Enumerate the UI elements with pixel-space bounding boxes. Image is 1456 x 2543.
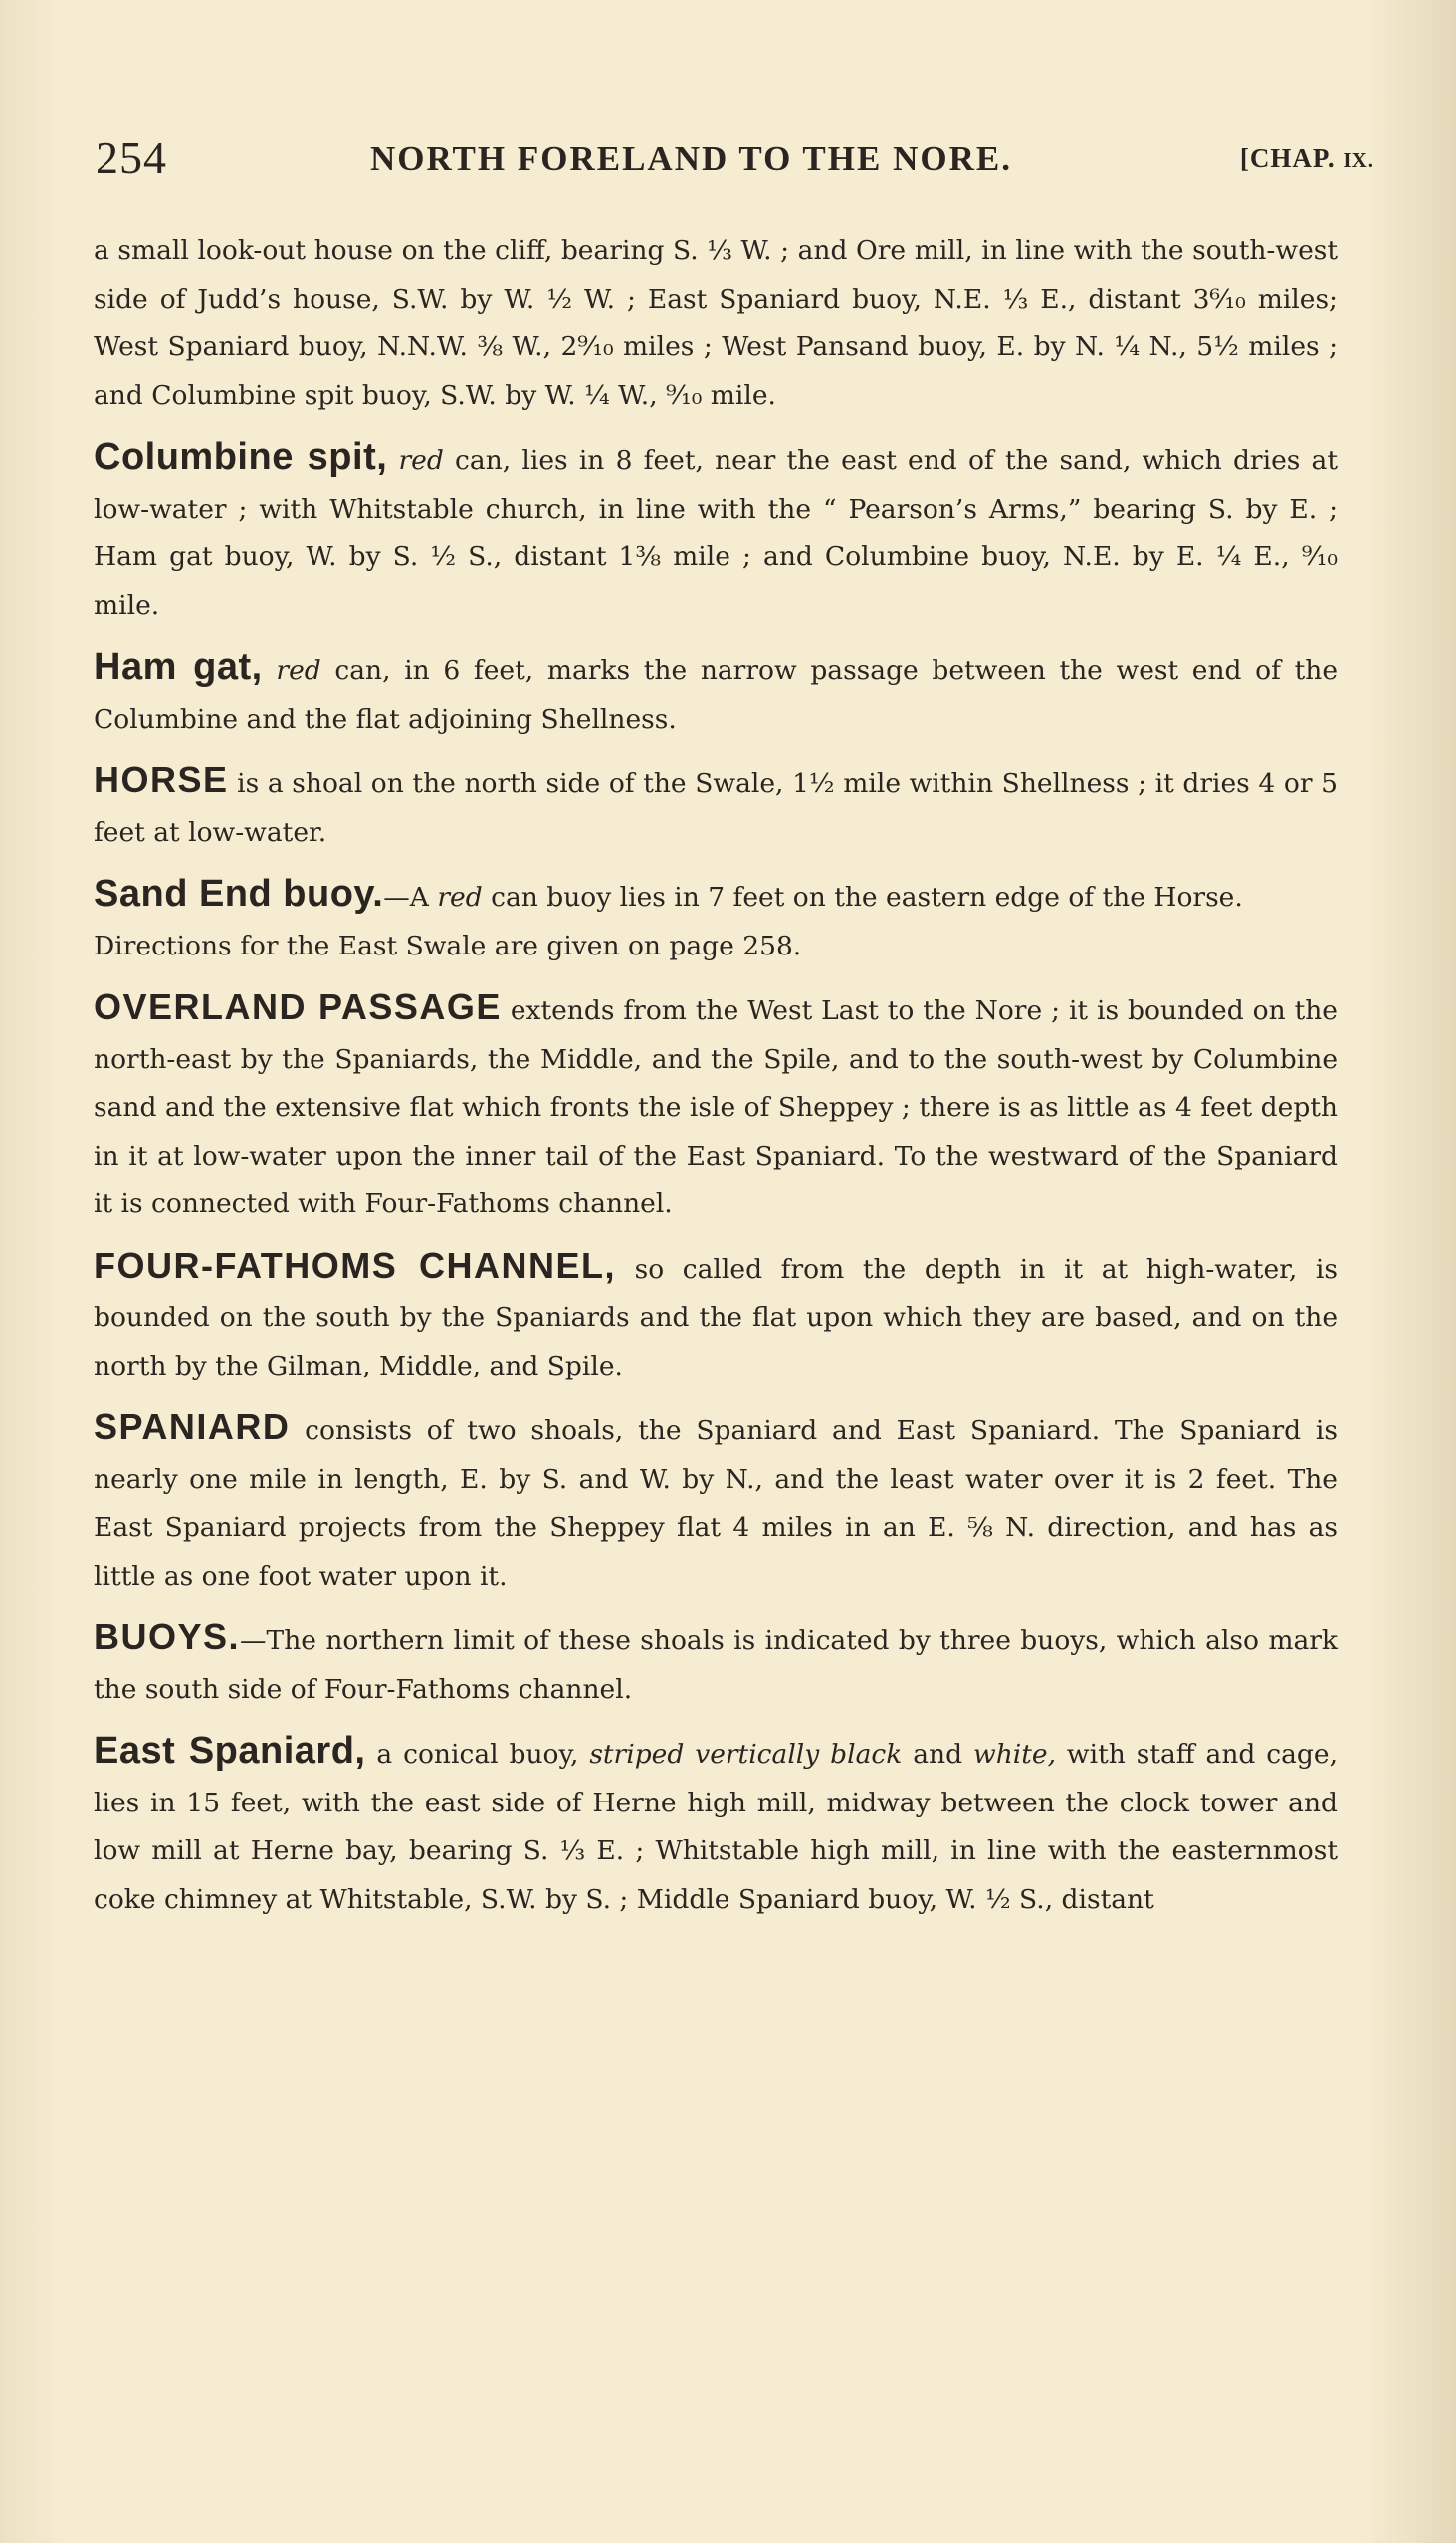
paragraph-horse (94, 756, 1338, 857)
section-heading: OVERLAND PASSAGE (94, 986, 502, 1027)
paragraph-text: Directions for the East Swale are given on page 258. (94, 930, 802, 961)
page-header (96, 131, 1374, 191)
paragraph-text: can, in 6 feet, marks the narrow passage between the west end of the Columbine and the flat adjoining Shellness. (94, 655, 1339, 735)
paragraph-text: so called from the depth in it at high-water, is bounded on the south by the Spaniards and the flat upon which they are based, and on the north by the Gilman, Middle, and Spile. (94, 1253, 1338, 1381)
section-heading: SPANIARD (94, 1406, 291, 1447)
paragraph-east-spaniard (94, 1727, 1338, 1924)
paragraph-text: extends from the West Last to the Nore ; it is bounded on the north-east by the Spaniards, the Middle, and the Spile, and to the south-west by Columbine sand and the extensive flat which fronts the isle of Sheppey ; there is as little as 4 feet depth in it at low-water upon the inner tail of the East Spaniard. To the westward of the Spaniard it is connected with Four-Fathoms channel. (94, 995, 1338, 1219)
running-title: NORTH FORELAND TO THE NORE. (370, 139, 1012, 178)
buoy-color: red (276, 655, 321, 686)
paragraph-spaniard (94, 1403, 1338, 1600)
section-heading: BUOYS. (94, 1616, 241, 1657)
buoy-color: red (437, 882, 483, 913)
chapter-number: IX. (1343, 148, 1374, 172)
paragraph-sand-end (94, 870, 1338, 923)
paragraph-overland-passage (94, 983, 1338, 1229)
chapter-marker (1240, 143, 1374, 174)
paragraph-text: can, lies in 8 feet, near the east end of the sand, which dries at low-water ; with Whitstable church, in line with the “ Pearson’s Arms,” bearing S. by E. ; Ham gat buoy, W. by S. ½ S., distant 1⅜ mile ; and Columbine buoy, N.E. by E. ¼ E., ⁹⁄₁₀ mile. (94, 445, 1339, 621)
paragraph-lead: a conical buoy, (365, 1739, 590, 1770)
paragraph-four-fathoms (94, 1242, 1338, 1391)
paragraph-text: a small look-out house on the cliff, bearing S. ⅓ W. ; and Ore mill, in line with the south-west side of Judd’s house, S.W. by W. ½ W. ; East Spaniard buoy, N.E. ⅓ E., distant 3⁶⁄₁₀ miles; West Spaniard buoy, N.N.W. ⅜ W., 2⁹⁄₁₀ miles ; West Pansand buoy, E. by N. ¼ N., 5½ miles ; and Columbine spit buoy, S.W. by W. ¼ W., ⁹⁄₁₀ mile. (94, 235, 1338, 411)
paragraph-buoys (94, 1613, 1338, 1714)
section-heading: HORSE (94, 759, 229, 800)
conjunction: and (902, 1739, 974, 1770)
paragraph-intro (94, 227, 1338, 420)
paragraph-ham-gat (94, 643, 1338, 743)
section-heading: Sand End buoy. (94, 873, 384, 915)
paragraph-text: —The northern limit of these shoals is indicated by three buoys, which also mark the south side of Four-Fathoms channel. (94, 1625, 1338, 1705)
buoy-marking: white, (973, 1739, 1056, 1770)
page-number: 254 (96, 132, 167, 183)
paragraph-lead: —A (383, 882, 438, 913)
section-heading: FOUR-FATHOMS CHANNEL, (94, 1244, 616, 1286)
paragraph-directions (94, 923, 1338, 971)
buoy-marking: striped vertically black (589, 1739, 903, 1770)
paragraph-text: consists of two shoals, the Spaniard and East Spaniard. The Spaniard is nearly one mile in length, E. by S. and W. by N., and the least water over it is 2 feet. The East Spaniard projects from the Sheppey flat 4 miles in an E. ⅝ N. direction, and has as little as one foot water upon it. (94, 1415, 1338, 1591)
paragraph-text: can buoy lies in 7 feet on the eastern edge of the Horse. (482, 882, 1243, 913)
paragraph-columbine-spit (94, 433, 1338, 630)
buoy-color: red (398, 445, 444, 476)
paragraph-text: is a shoal on the north side of the Swale, 1½ mile within Shellness ; it dries 4 or 5 feet at low-water. (94, 768, 1338, 848)
section-heading: Ham gat, (94, 646, 263, 688)
chapter-label: [CHAP. (1239, 143, 1336, 173)
paragraph-text: with staff and cage, lies in 15 feet, with the east side of Herne high mill, midway between the clock tower and low mill at Herne bay, bearing S. ⅓ E. ; Whitstable high mill, in line with the easternmost coke chimney at Whitstable, S.W. by S. ; Middle Spaniard buoy, W. ½ S., distant (94, 1739, 1338, 1915)
section-heading: Columbine spit, (94, 436, 388, 478)
body-text (94, 227, 1338, 1924)
section-heading: East Spaniard, (94, 1730, 366, 1772)
